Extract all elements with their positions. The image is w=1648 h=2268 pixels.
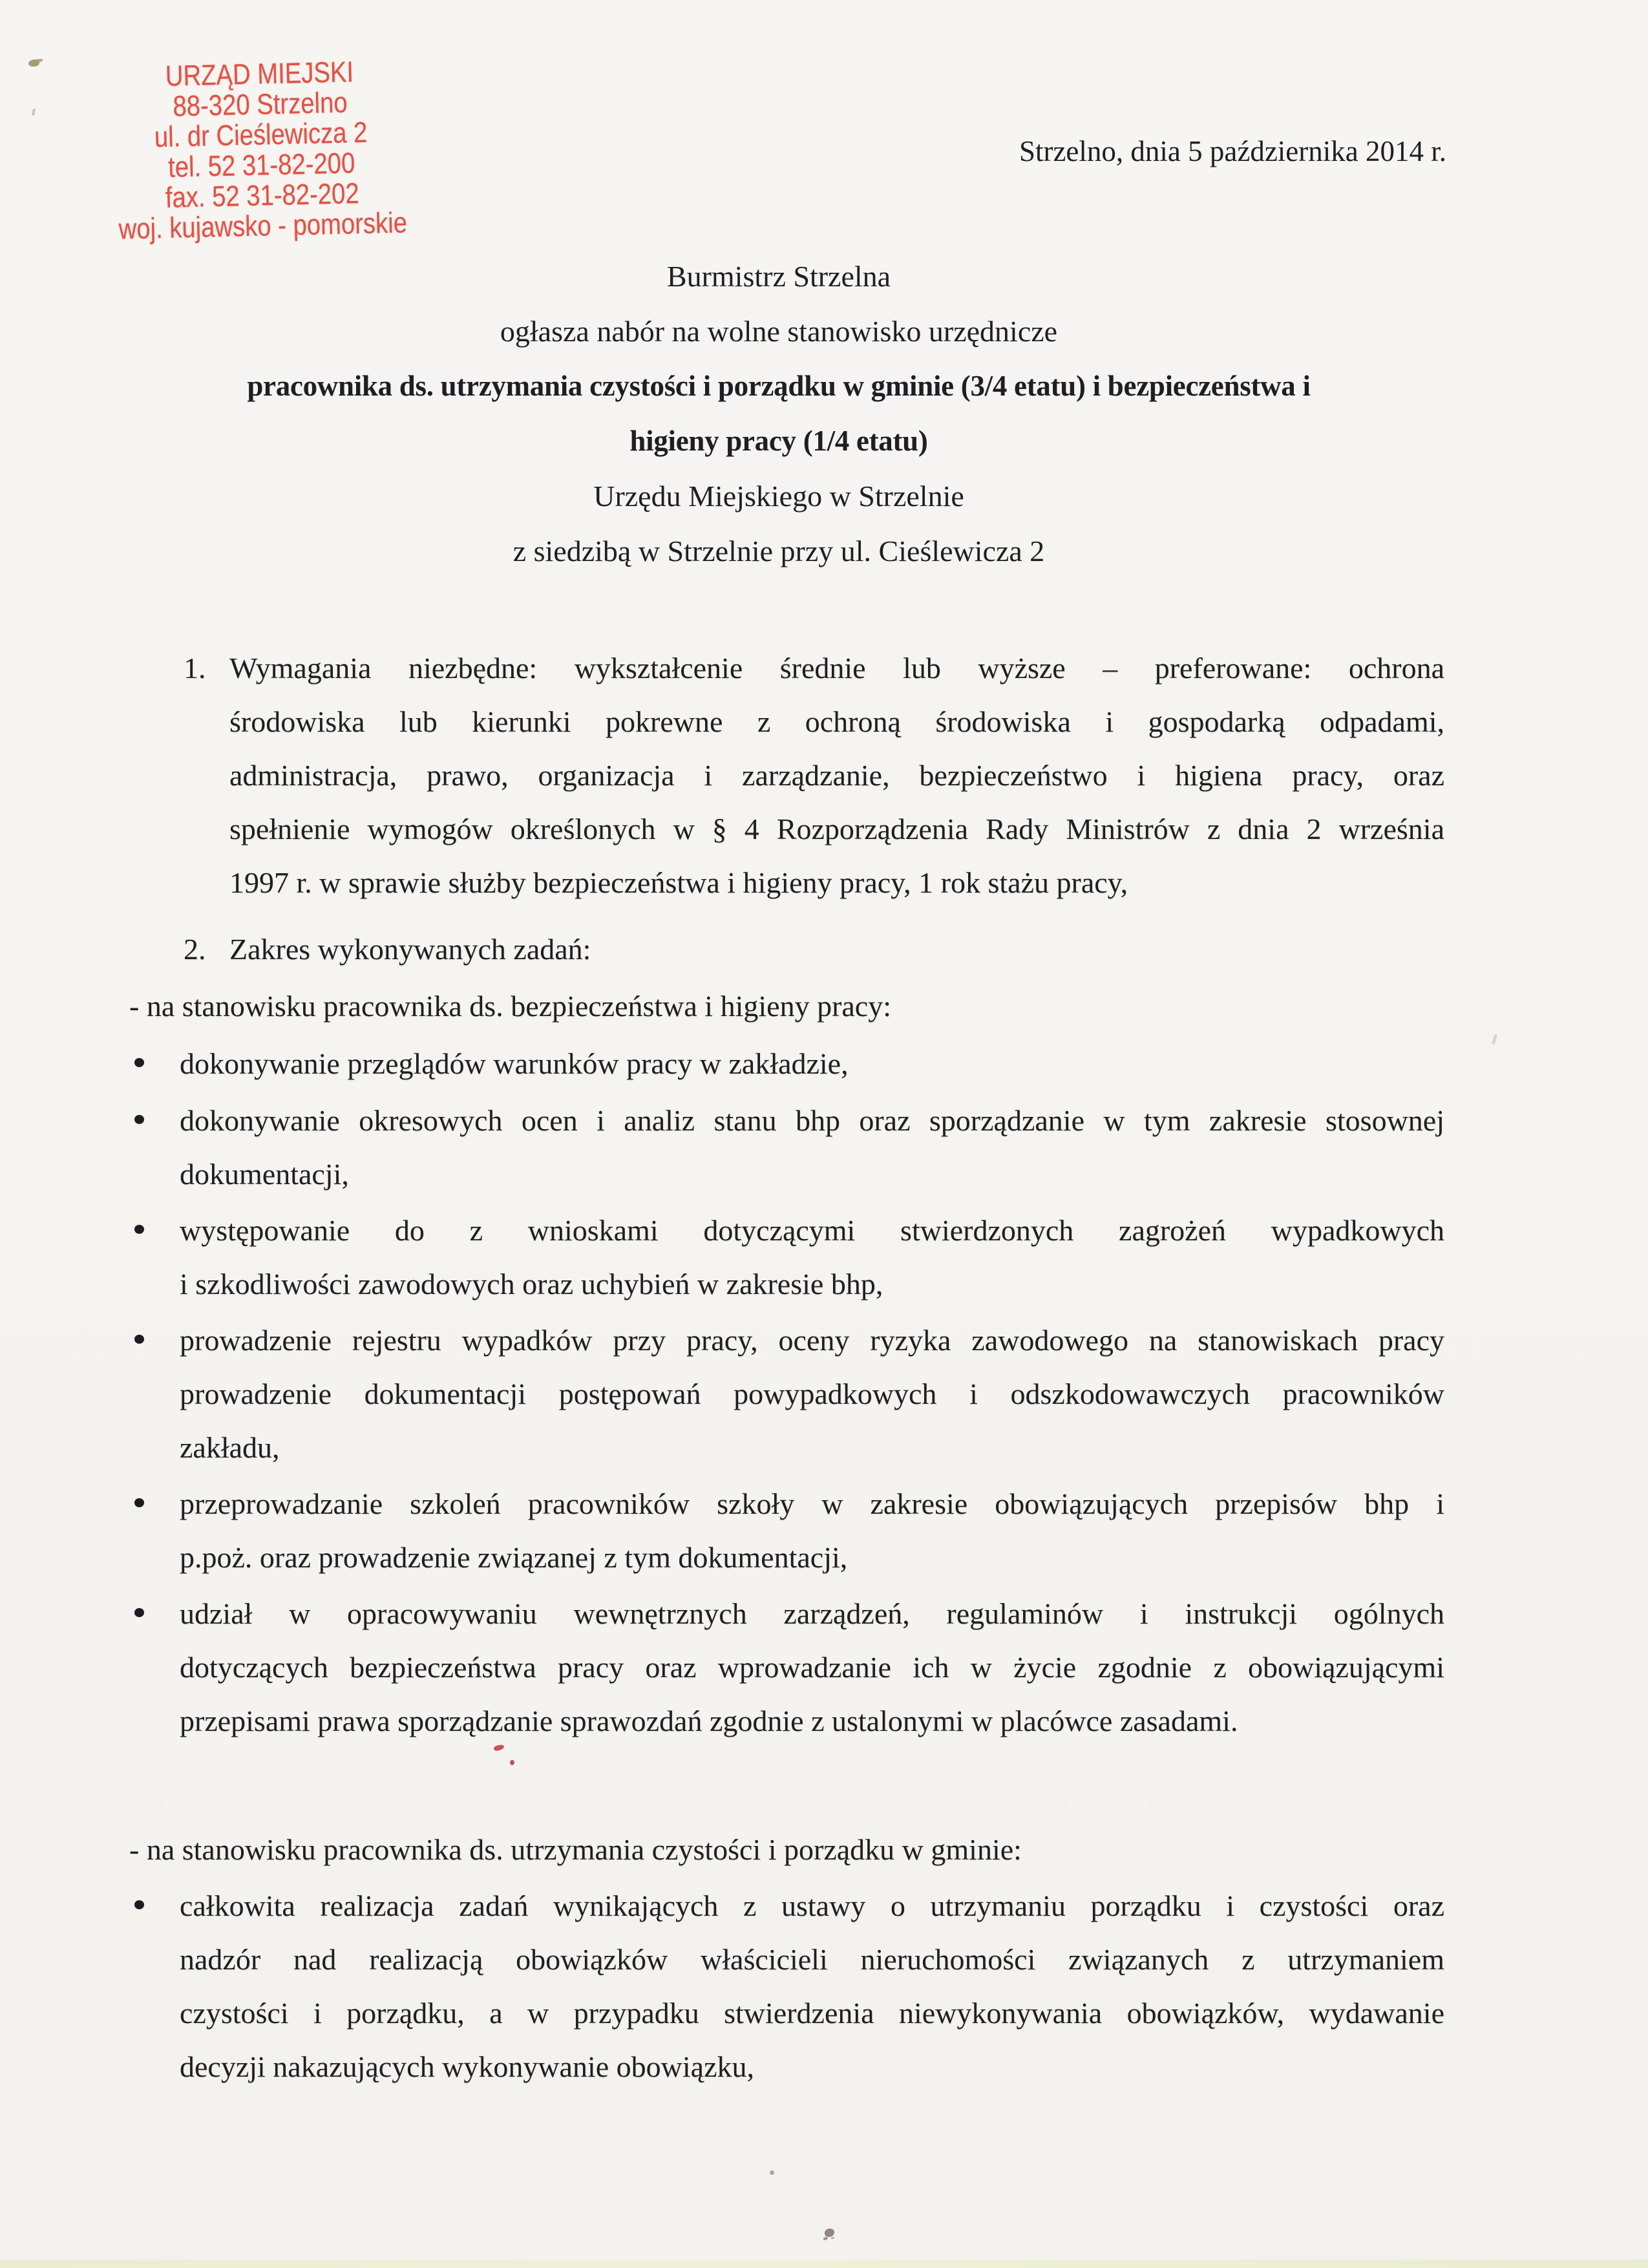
stamp-line-voivodeship: woj. kujawsko - pomorskie — [118, 206, 408, 246]
text-line: zakładu, — [180, 1431, 280, 1464]
title-line-address: z siedzibą w Strzelnie przy ul. Cieślewicza 2 — [512, 535, 1045, 567]
text-line: czystości i porządku, a w przypadku stwierdzenia niewykonywania obowiązków, wydawanie — [180, 1997, 1444, 2030]
text-line: p.poż. oraz prowadzenie związanej z tym dokumentacji, — [180, 1541, 848, 1574]
text-line: 1997 r. w sprawie służby bezpieczeństwa i higieny pracy, 1 rok stażu pracy, — [229, 866, 1128, 899]
item-number: 2. — [184, 933, 206, 966]
text-line: prowadzenie rejestru wypadków przy pracy, oceny ryzyka zawodowego na stanowiskach pracy — [180, 1324, 1444, 1357]
text-line: całkowita realizacja zadań wynikających z ustawy o utrzymaniu porządku i czystości oraz — [180, 1889, 1444, 1922]
scan-artifact-red-dot — [510, 1760, 514, 1765]
requirements-item — [129, 641, 1444, 909]
text-line: występowanie do z wnioskami dotyczącymi stwierdzonych zagrożeń wypadkowych — [180, 1214, 1444, 1247]
text-line: i szkodliwości zawodowych oraz uchybień w zakresie bhp, — [180, 1267, 883, 1300]
bullet-item — [129, 1203, 1444, 1311]
bullet-item — [129, 1879, 1444, 2093]
title-line-position-2: higieny pracy (1/4 etatu) — [629, 425, 928, 457]
text-line: nadzór nad realizacją obowiązków właścicieli nieruchomości związanych z utrzymaniem — [180, 1943, 1444, 1976]
text-line: administracja, prawo, organizacja i zarządzanie, bezpieczeństwo i higiena pracy, oraz — [229, 759, 1444, 792]
text-line: środowiska lub kierunki pokrewne z ochroną środowiska i gospodarką odpadami, — [229, 705, 1444, 738]
bullet-item — [129, 1094, 1444, 1201]
stamp-line-fax: fax. 52 31-82-202 — [165, 176, 360, 214]
scan-artifact-mark — [1492, 1034, 1498, 1045]
text-line: prowadzenie dokumentacji postępowań powypadkowych i odszkodowawczych pracowników — [180, 1377, 1444, 1410]
bullet-dot-icon — [134, 1335, 144, 1344]
stamp-line-office-name: URZĄD MIEJSKI — [165, 55, 354, 92]
document-body — [129, 641, 1444, 2093]
bullet-dot-icon — [134, 1900, 144, 1909]
section-header-cleaning: - na stanowisku pracownika ds. utrzymania czystości i porządku w gminie: — [129, 1833, 1022, 1866]
scan-artifact-blotch — [825, 2229, 834, 2237]
text-line: dokonywanie przeglądów warunków pracy w zakładzie, — [180, 1047, 849, 1080]
bullet-dot-icon — [134, 1225, 144, 1234]
stamp-line-postal: 88-320 Strzelno — [172, 85, 348, 123]
bullet-dot-icon — [134, 1498, 144, 1507]
scan-artifact-dot — [770, 2170, 774, 2175]
title-line-author: Burmistrz Strzelna — [666, 260, 891, 293]
section-header-bhp: - na stanowisku pracownika ds. bezpieczeństwa i higieny pracy: — [129, 990, 891, 1023]
text-line: udział w opracowywaniu wewnętrznych zarządzeń, regulaminów i instrukcji ogólnych — [180, 1597, 1444, 1630]
text-line: dotyczących bezpieczeństwa pracy oraz wprowadzanie ich w życie zgodnie z obowiązującymi — [180, 1651, 1444, 1684]
text-line: Wymagania niezbędne: wykształcenie średnie lub wyższe – preferowane: ochrona — [229, 652, 1444, 684]
stamp-line-street: ul. dr Cieślewicza 2 — [154, 115, 368, 154]
stamp-line-phone: tel. 52 31-82-200 — [167, 146, 355, 184]
document-title — [116, 249, 1441, 578]
text-line: dokumentacji, — [180, 1158, 349, 1191]
scan-artifact-speck — [28, 59, 39, 67]
bullet-dot-icon — [134, 1608, 144, 1617]
text-line: decyzji nakazujących wykonywanie obowiązku, — [180, 2050, 754, 2083]
text-line: spełnienie wymogów określonych w § 4 Rozporządzenia Rady Ministrów z dnia 2 września — [229, 812, 1444, 845]
scan-artifact-mark — [32, 109, 36, 116]
bullet-item — [129, 1477, 1444, 1584]
date-line: Strzelno, dnia 5 października 2014 r. — [1019, 135, 1446, 167]
bullet-item — [129, 1037, 1444, 1090]
bullet-item — [129, 1313, 1444, 1474]
office-stamp — [105, 55, 417, 244]
bullet-dot-icon — [134, 1058, 144, 1067]
title-line-office: Urzędu Miejskiego w Strzelnie — [593, 480, 964, 513]
text-line: przeprowadzanie szkoleń pracowników szkoły w zakresie obowiązujących przepisów bhp i — [180, 1487, 1444, 1520]
scanner-edge-band — [0, 2260, 1648, 2268]
tasks-item — [129, 922, 1444, 976]
title-line-announcement: ogłasza nabór na wolne stanowisko urzędnicze — [500, 315, 1058, 348]
title-line-position-1: pracownika ds. utrzymania czystości i porządku w gminie (3/4 etatu) i bezpieczeństwa i — [247, 370, 1311, 402]
text-line: Zakres wykonywanych zadań: — [229, 933, 591, 966]
bullet-item — [129, 1587, 1444, 1748]
bullet-dot-icon — [134, 1115, 144, 1124]
text-line: dokonywanie okresowych ocen i analiz stanu bhp oraz sporządzanie w tym zakresie stosownej — [180, 1104, 1444, 1137]
item-number: 1. — [184, 652, 206, 684]
text-line: przepisami prawa sporządzanie sprawozdań zgodnie z ustalonymi w placówce zasadami. — [180, 1704, 1238, 1737]
